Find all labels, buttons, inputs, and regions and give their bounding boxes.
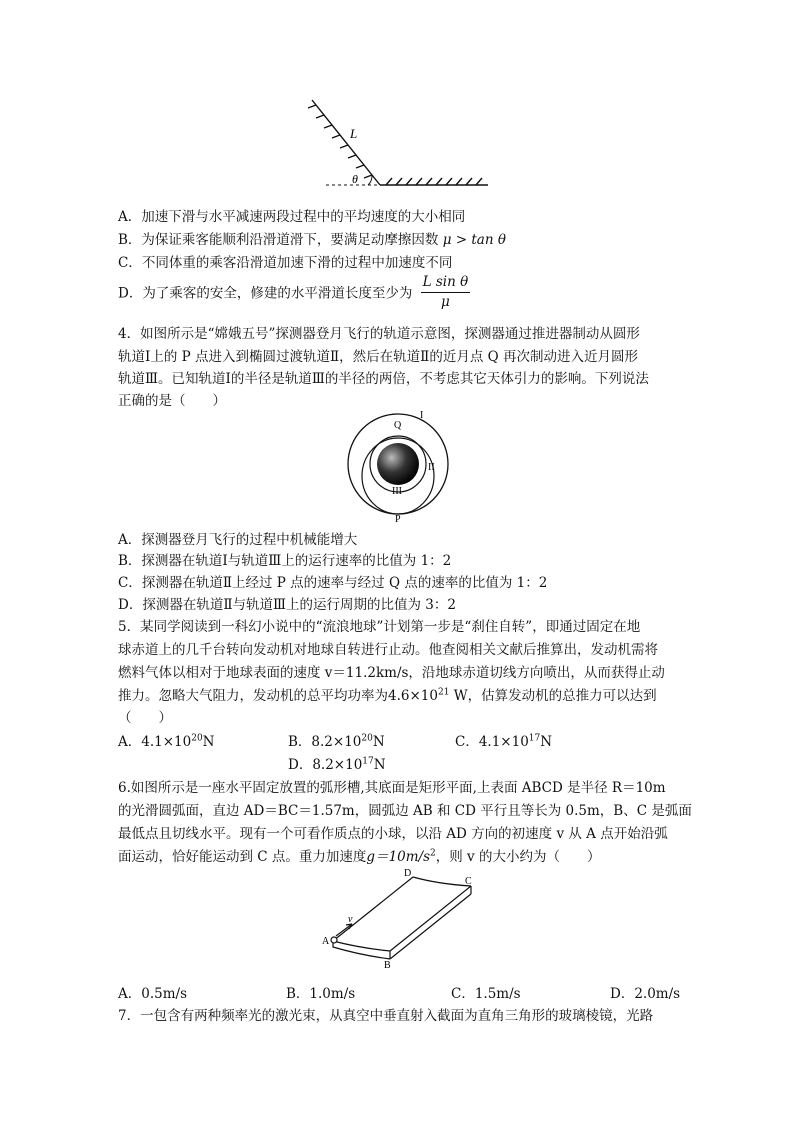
label-orbit-III: III xyxy=(392,486,402,497)
q6-option-b: B．1.0m/s xyxy=(286,986,356,1002)
q6-option-a: A．0.5m/s xyxy=(118,986,187,1002)
incline-figure xyxy=(300,92,500,197)
arc-groove-figure xyxy=(318,864,488,974)
q4-option-b: B．探测器在轨道Ⅰ与轨道Ⅲ上的运行速率的比值为 1：2 xyxy=(118,553,452,569)
q5-stem-line4: 推力。忽略大气阻力，发动机的总平均功率为$4.6\times 10^{21}$ W，估算发动机的总推力可以达到 xyxy=(118,687,657,704)
q5-stem-line1: 5．某同学阅读到一科幻小说中的“流浪地球”计划第一步是“刹住自转”，即通过固定在地 xyxy=(118,619,641,635)
fraction: $\frac{\text{L sin θ}}{\mu}$ xyxy=(422,274,469,310)
label-orbit-II: II xyxy=(428,462,435,473)
q4-stem-line1: 4．如图所示是“嫦娥五号”探测器登月飞行的轨道示意图，探测器通过推进器制动从圆形 xyxy=(118,326,640,342)
q4-stem-line3: 轨道Ⅲ。已知轨道Ⅰ的半径是轨道Ⅲ的半径的两倍，不考虑其它天体引力的影响。下列说法 xyxy=(118,371,649,387)
q3-option-b: B．为保证乘客能顺利沿滑道滑下，要满足动摩擦因数 μ > tan θ xyxy=(118,232,506,248)
orbit-figure xyxy=(340,404,460,524)
q4-option-d: D．探测器在轨道Ⅱ与轨道Ⅲ上的运行周期的比值为 3：2 xyxy=(118,597,456,613)
q7-stem-line1: 7．一包含有两种频率光的激光束，从真空中垂直射入截面为直角三角形的玻璃棱镜，光路 xyxy=(118,1008,654,1024)
label-point-Q: Q xyxy=(394,420,402,431)
label-orbit-I: I xyxy=(420,410,424,421)
q5-stem-line5: （ ） xyxy=(118,710,172,726)
q5-option-c: C．$4.1\times 10^{17}N$ xyxy=(455,733,553,750)
label-L: L xyxy=(350,126,358,141)
label-velocity-v: v xyxy=(348,914,353,925)
q5-option-d: D．$8.2\times 10^{17}N$ xyxy=(288,756,386,773)
label-point-P: P xyxy=(395,514,401,524)
q6-option-d: D．2.0m/s xyxy=(610,986,681,1002)
q6-stem-line4: 面运动，恰好能运动到 C 点。重力加速度$g=10m/s^2$，则 v 的大小约为（ ） xyxy=(118,848,601,865)
q6-option-c: C．1.5m/s xyxy=(451,986,521,1002)
label-point-A: A xyxy=(322,936,330,947)
label-point-D: D xyxy=(404,868,412,879)
q5-stem-line3: 燃料气体以相对于地球表面的速度 v＝11.2km/s，沿地球赤道切线方向喷出，从而获得止动 xyxy=(118,665,665,681)
label-point-B: B xyxy=(384,960,391,971)
q6-stem-line1: 6.如图所示是一座水平固定放置的弧形槽,其底面是矩形平面,上表面 ABCD 是半径 R＝10m xyxy=(118,780,666,796)
label-theta: θ xyxy=(352,172,358,186)
q3-option-c: C．不同体重的乘客沿滑道加速下滑的过程中加速度不同 xyxy=(118,255,453,271)
q4-option-c: C．探测器在轨道Ⅱ上经过 P 点的速率与经过 Q 点的速率的比值为 1：2 xyxy=(118,575,548,591)
q4-stem-line4: 正确的是（ ） xyxy=(118,393,226,409)
q6-stem-line2: 的光滑圆弧面，直边 AD＝BC＝1.57m，圆弧边 AB 和 CD 平行且等长为 0.5m，B、C 是弧面 xyxy=(118,803,692,819)
q5-option-b: B．$8.2\times 10^{20}N$ xyxy=(288,733,385,750)
q4-option-a: A．探测器登月飞行的过程中机械能增大 xyxy=(118,532,358,548)
label-point-C: C xyxy=(465,876,472,887)
q6-stem-line3: 最低点且切线水平。现有一个可看作质点的小球，以沿 AD 方向的初速度 v 从 A 点开始沿弧 xyxy=(118,826,668,842)
q5-option-a: A．$4.1\times 10^{20}N$ xyxy=(118,733,215,750)
q4-stem-line2: 轨道Ⅰ上的 P 点进入到椭圆过渡轨道Ⅱ，然后在轨道Ⅱ的近月点 Q 再次制动进入近月圆形 xyxy=(118,349,638,365)
q3-option-d: D．为了乘客的安全，修建的水平滑道长度至少为 $\frac{\text{L sin θ}}{\mu}$ xyxy=(118,274,469,310)
q5-stem-line2: 球赤道上的几千台转向发动机对地球自转进行止动。他查阅相关文献后推算出，发动机需将 xyxy=(118,642,658,658)
q3-option-a: A．加速下滑与水平减速两段过程中的平均速度的大小相同 xyxy=(118,209,466,225)
